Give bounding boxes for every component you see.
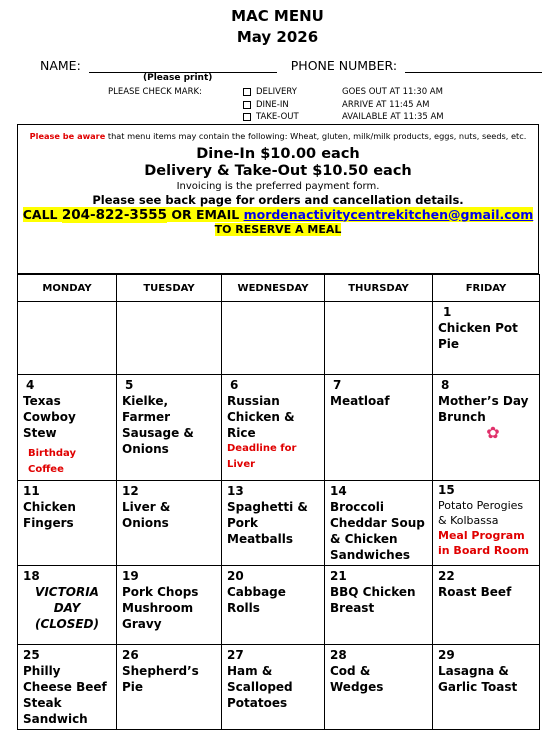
allergen-text: that menu items may contain the following: Wheat, gluten, milk/milk products, eggs, nuts, seeds, etc. (105, 131, 527, 141)
weekday-header: FRIDAY (433, 275, 540, 302)
meal-name: Meatloaf (330, 394, 390, 408)
day-number: 19 (122, 569, 139, 583)
option-dine-in[interactable] (243, 100, 289, 110)
delivery-time: GOES OUT AT 11:30 AM (342, 87, 443, 97)
meal-name: Mother’s Day Brunch (438, 394, 529, 424)
day-number: 1 (443, 305, 452, 319)
or-email-text: OR EMAIL (167, 206, 244, 222)
please-print-note: (Please print) (143, 73, 213, 83)
weekday-header: WEDNESDAY (222, 275, 325, 302)
day-cell (433, 481, 540, 566)
day-number: 20 (227, 569, 244, 583)
meal-name: Russian Chicken & Rice (227, 394, 295, 440)
week-row (18, 302, 540, 375)
day-cell (325, 375, 433, 481)
day-number: 28 (330, 648, 347, 662)
meal-name: Ham & Scalloped Potatoes (227, 664, 293, 710)
day-cell (117, 375, 222, 481)
day-cell (117, 481, 222, 566)
day-cell (18, 375, 117, 481)
allergen-warning-label: Please be aware (29, 131, 106, 141)
name-label: NAME: (40, 58, 81, 73)
take-out-checkbox[interactable] (243, 113, 251, 121)
allergen-notice (18, 125, 538, 142)
meal-name: Philly Cheese Beef Steak Sandwich (23, 664, 107, 726)
meal-name: Chicken Pot Pie (438, 321, 518, 351)
take-out-time: AVAILABLE AT 11:35 AM (342, 112, 444, 122)
meal-name: Broccoli Cheddar Soup & Chicken Sandwiches (330, 500, 425, 562)
call-prefix: CALL (22, 206, 62, 222)
week-row (18, 566, 540, 645)
day-number: 14 (330, 484, 347, 498)
phone-number[interactable]: 204-822-3555 (61, 206, 167, 223)
day-cell (433, 566, 540, 645)
day-cell (222, 481, 325, 566)
day-number: 15 (438, 483, 455, 497)
day-number: 27 (227, 648, 244, 662)
day-cell (325, 645, 433, 730)
dine-in-label: DINE-IN (256, 100, 289, 110)
phone-label: PHONE NUMBER: (290, 58, 398, 73)
flower-icon: ✿ (486, 423, 500, 442)
meal-name: Pork Chops Mushroom Gravy (122, 585, 199, 631)
day-number: 7 (333, 378, 342, 392)
meal-name: Shepherd’s Pie (122, 664, 199, 694)
meal-name: Cabbage Rolls (227, 585, 286, 615)
dine-in-price: Dine-In $10.00 each (196, 145, 360, 162)
meal-name: Chicken Fingers (23, 500, 76, 530)
day-cell (18, 481, 117, 566)
dine-in-time: ARRIVE AT 11:45 AM (342, 100, 430, 110)
contact-line (18, 207, 538, 223)
meal-name: Cod & Wedges (330, 664, 384, 694)
day-number: 25 (23, 648, 40, 662)
meal-name: Roast Beef (438, 585, 512, 599)
meal-name: Liver & Onions (122, 500, 171, 530)
day-note: Meal Program in Board Room (438, 529, 529, 557)
day-number: 6 (230, 378, 239, 392)
invoicing-note: Invoicing is the preferred payment form. (176, 180, 380, 192)
check-mark-label: PLEASE CHECK MARK: (108, 87, 202, 97)
meal-name: Potato Perogies & Kolbassa (438, 499, 524, 527)
day-cell (222, 375, 325, 481)
day-number: 5 (125, 378, 134, 392)
name-phone-row (40, 58, 542, 73)
day-cell (433, 375, 540, 481)
day-number: 13 (227, 484, 244, 498)
day-cell (222, 566, 325, 645)
meal-name: Spaghetti & Pork Meatballs (227, 500, 308, 546)
day-cell (433, 645, 540, 730)
info-box (17, 124, 539, 274)
weekday-header: TUESDAY (117, 275, 222, 302)
day-number: 22 (438, 569, 455, 583)
delivery-price: Delivery & Take-Out $10.50 each (144, 162, 412, 179)
email-link[interactable]: mordenactivitycentrekitchen@gmail.com (243, 206, 534, 222)
day-note: Birthday Coffee (28, 448, 76, 475)
meal-name: Texas Cowboy Stew (23, 394, 76, 440)
holiday-name: VICTORIA DAY (CLOSED) (35, 585, 99, 631)
meal-name: Kielke, Farmer Sausage & Onions (122, 394, 194, 456)
day-cell (117, 645, 222, 730)
delivery-label: DELIVERY (256, 87, 297, 97)
dine-in-checkbox[interactable] (243, 101, 251, 109)
day-cell (18, 645, 117, 730)
meal-name: BBQ Chicken Breast (330, 585, 416, 615)
menu-title: MAC MENU (231, 7, 324, 25)
day-number: 29 (438, 648, 455, 662)
option-delivery[interactable] (243, 87, 297, 97)
empty-day-cell (18, 302, 117, 375)
empty-day-cell (325, 302, 433, 375)
weekday-header: MONDAY (18, 275, 117, 302)
day-cell (222, 645, 325, 730)
reserve-note: TO RESERVE A MEAL (214, 222, 342, 236)
day-number: 21 (330, 569, 347, 583)
delivery-checkbox[interactable] (243, 88, 251, 96)
option-take-out[interactable] (243, 112, 299, 122)
day-number: 4 (26, 378, 35, 392)
day-number: 12 (122, 484, 139, 498)
day-note: Deadline for Liver (227, 443, 297, 470)
week-row (18, 645, 540, 730)
day-cell (117, 566, 222, 645)
menu-month: May 2026 (236, 28, 319, 46)
day-number: 18 (23, 569, 40, 583)
name-line[interactable] (89, 60, 277, 73)
day-number: 11 (23, 484, 40, 498)
week-row (18, 481, 540, 566)
weekday-header: THURSDAY (325, 275, 433, 302)
menu-calendar (17, 274, 540, 730)
take-out-label: TAKE-OUT (256, 112, 299, 122)
day-cell (18, 566, 117, 645)
weekday-header-row (18, 275, 540, 302)
day-cell (325, 481, 433, 566)
day-number: 8 (441, 378, 450, 392)
phone-line[interactable] (405, 60, 542, 73)
week-row (18, 375, 540, 481)
day-cell (325, 566, 433, 645)
back-page-note: Please see back page for orders and cancellation details. (92, 192, 464, 207)
empty-day-cell (117, 302, 222, 375)
day-cell (433, 302, 540, 375)
day-number: 26 (122, 648, 139, 662)
meal-name: Lasagna & Garlic Toast (438, 664, 518, 694)
empty-day-cell (222, 302, 325, 375)
